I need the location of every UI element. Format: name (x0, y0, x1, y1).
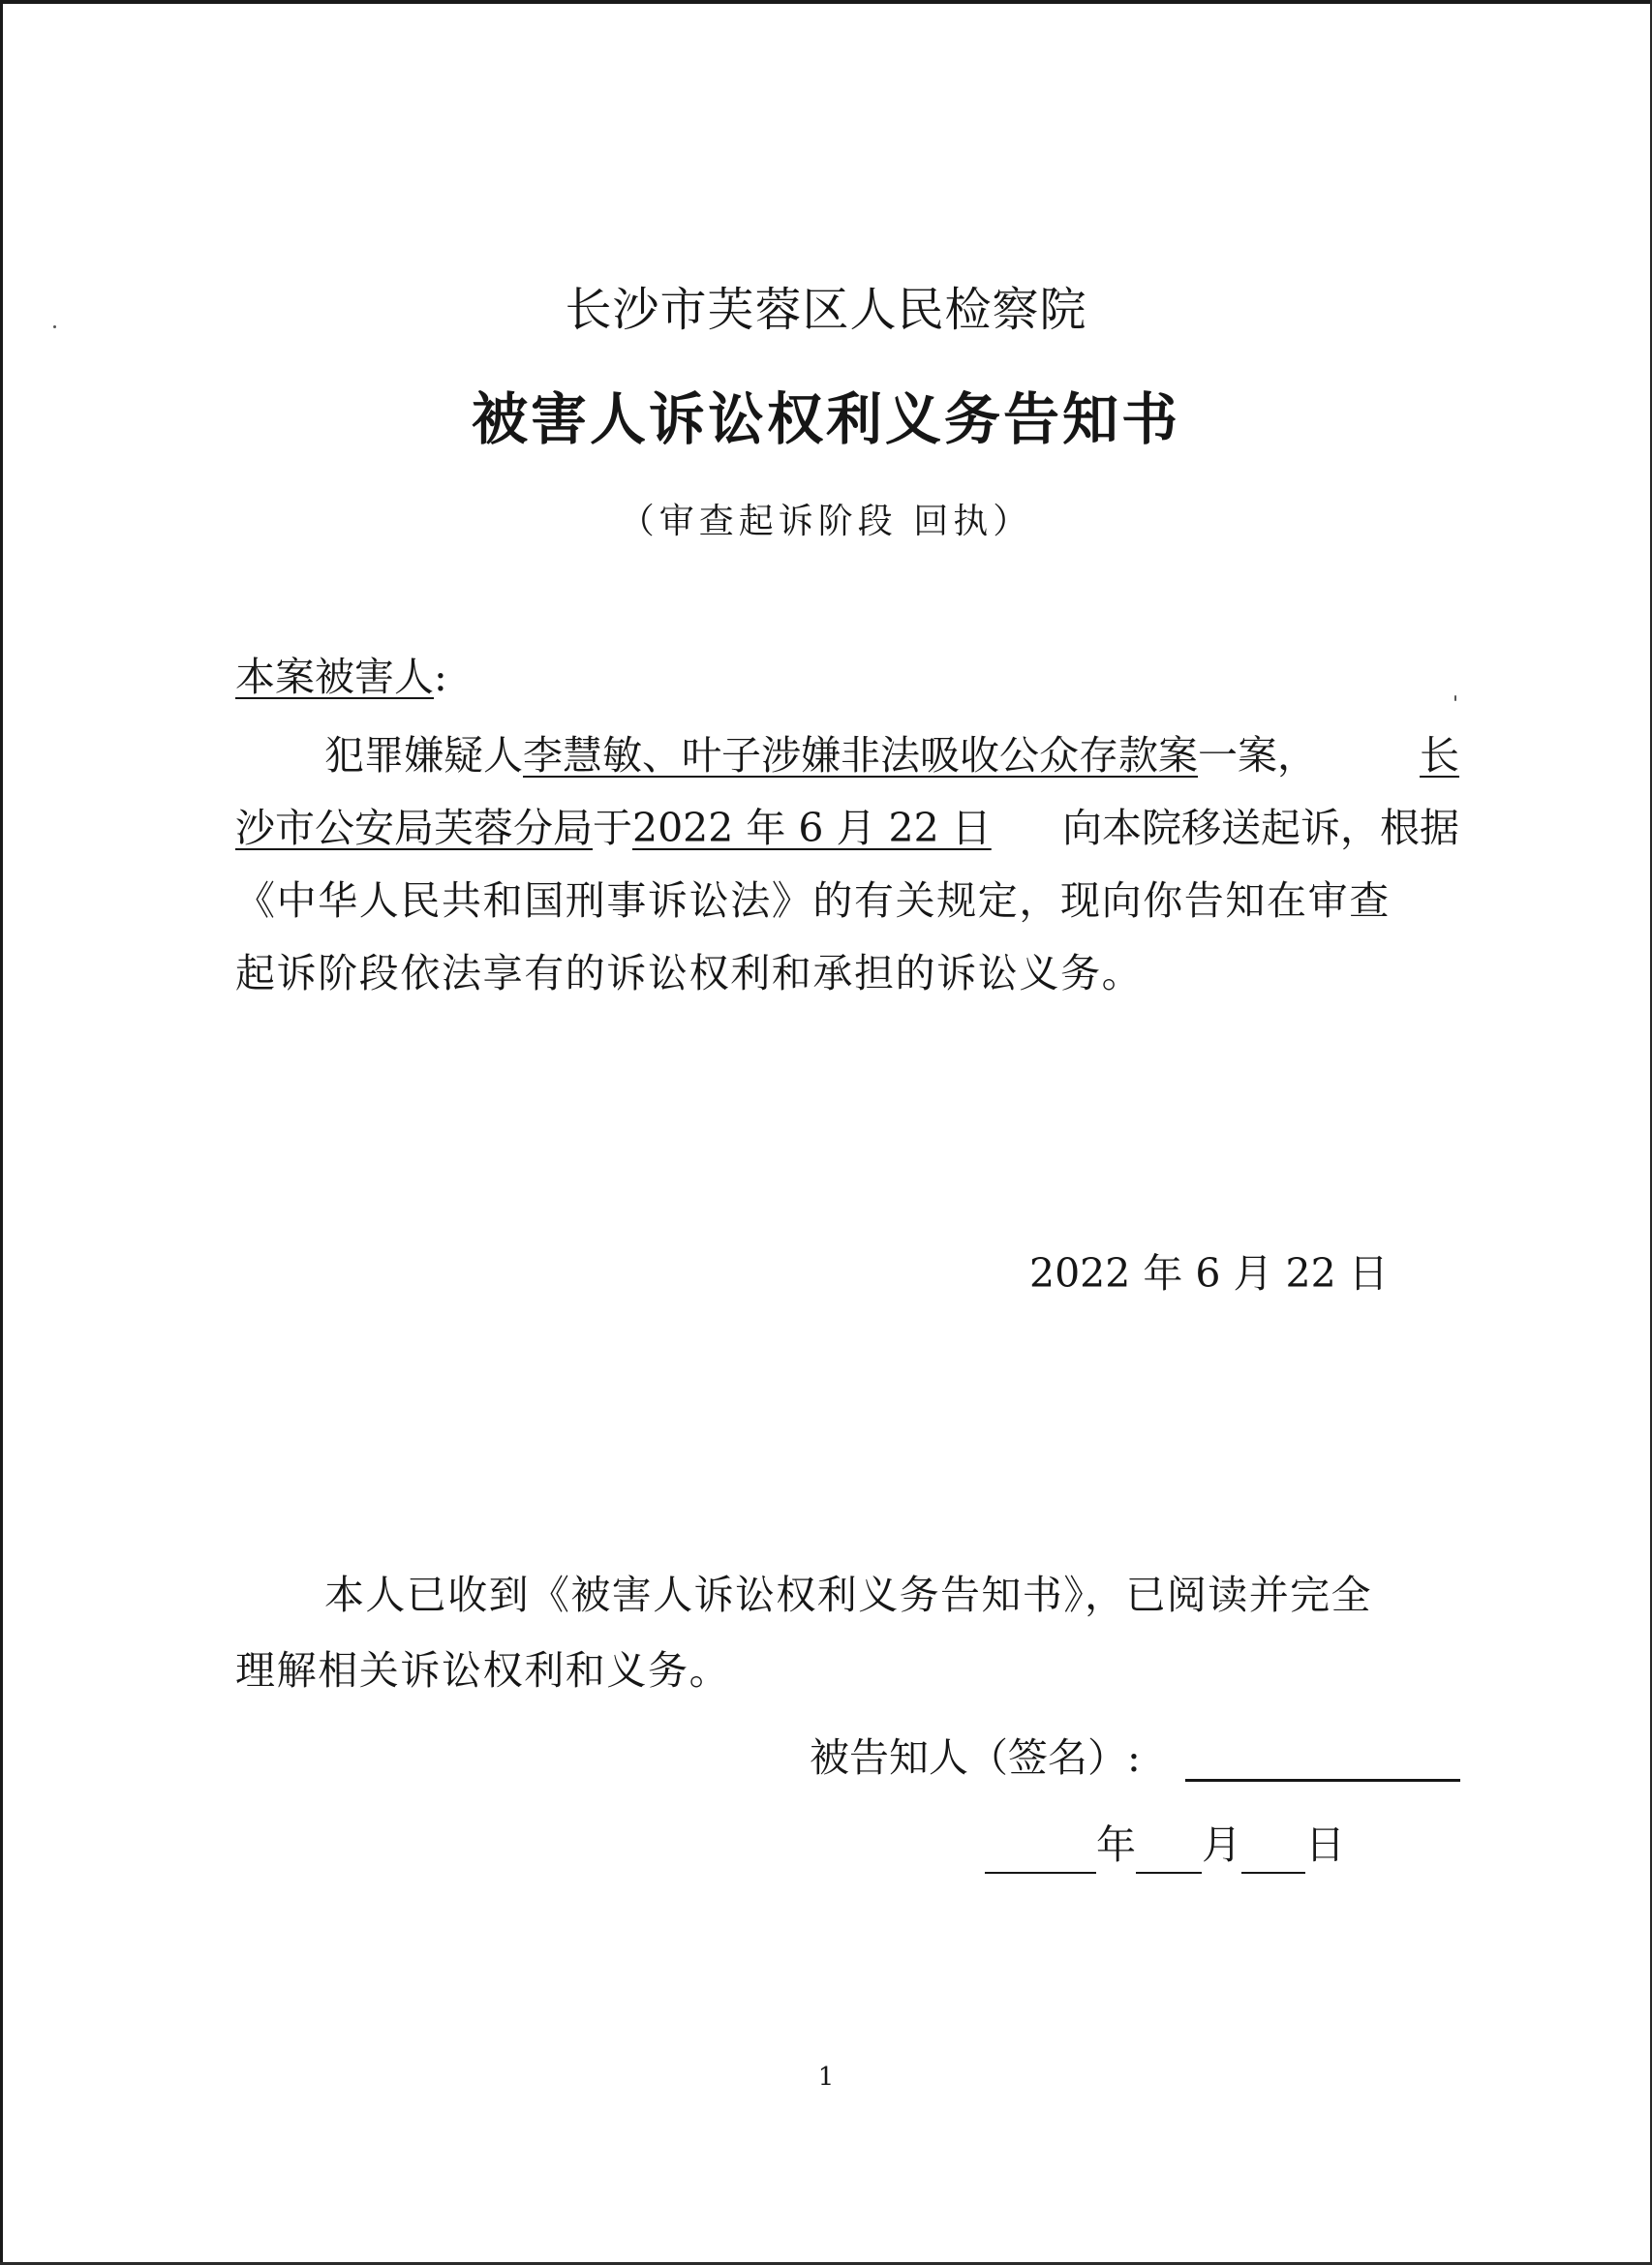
notice-agency-part2: 沙市公安局芙蓉分局 (235, 805, 593, 851)
day-blank (1241, 1827, 1305, 1874)
notice-case-suffix: 一案， (1198, 732, 1317, 779)
addressee-colon: : (434, 654, 447, 700)
notice-suspects-and-case: 李慧敏、叶子涉嫌非法吸收公众存款案 (523, 732, 1198, 779)
year-blank (985, 1827, 1096, 1874)
addressee-label: 本案被害人 (235, 654, 434, 700)
signature-blank (1185, 1779, 1460, 1782)
signature-date-row (985, 1816, 1469, 1874)
notice-line-2 (235, 799, 1459, 857)
notice-suspect-prefix: 犯罪嫌疑人 (324, 732, 523, 779)
notice-transfer-date: 2022 年 6 月 22 日 (632, 805, 992, 851)
signature-label: 被告知人（签名）: (810, 1734, 1141, 1781)
notice-line-3: 《中华人民共和国刑事诉讼法》的有关规定，现向你告知在审查 (235, 877, 1391, 924)
month-blank (1136, 1827, 1202, 1874)
document-subtitle: （审查起诉阶段 回执） (619, 502, 1033, 541)
receipt-line-1: 本人已收到《被害人诉讼权利义务告知书》，已阅读并完全 (324, 1572, 1372, 1618)
scan-speck (1454, 695, 1456, 701)
document-title: 被害人诉讼权利义务告知书 (471, 386, 1180, 452)
scan-border-left (0, 0, 3, 2265)
notice-line-2-text (235, 799, 992, 857)
year-label: 年 (1096, 1821, 1136, 1868)
day-label: 日 (1305, 1821, 1345, 1868)
signature-row (810, 1729, 1141, 1787)
notice-agency-part1: 长 (1420, 732, 1459, 779)
page-number: 1 (817, 2063, 835, 2092)
month-label: 月 (1202, 1821, 1241, 1868)
scan-border-top (0, 0, 1652, 4)
addressee (235, 649, 447, 705)
issue-date: 2022 年 6 月 22 日 (1029, 1250, 1389, 1297)
notice-transfer-suffix: 向本院移送起诉，根据 (1062, 805, 1459, 851)
notice-yu: 于 (593, 805, 632, 851)
notice-line-1 (235, 726, 1459, 784)
notice-line-1-text (235, 726, 1317, 784)
notice-line-4: 起诉阶段依法享有的诉讼权利和承担的诉讼义务。 (235, 950, 1144, 996)
org-name: 长沙市芙蓉区人民检察院 (565, 283, 1087, 337)
receipt-line-2: 理解相关诉讼权利和义务。 (235, 1647, 731, 1694)
